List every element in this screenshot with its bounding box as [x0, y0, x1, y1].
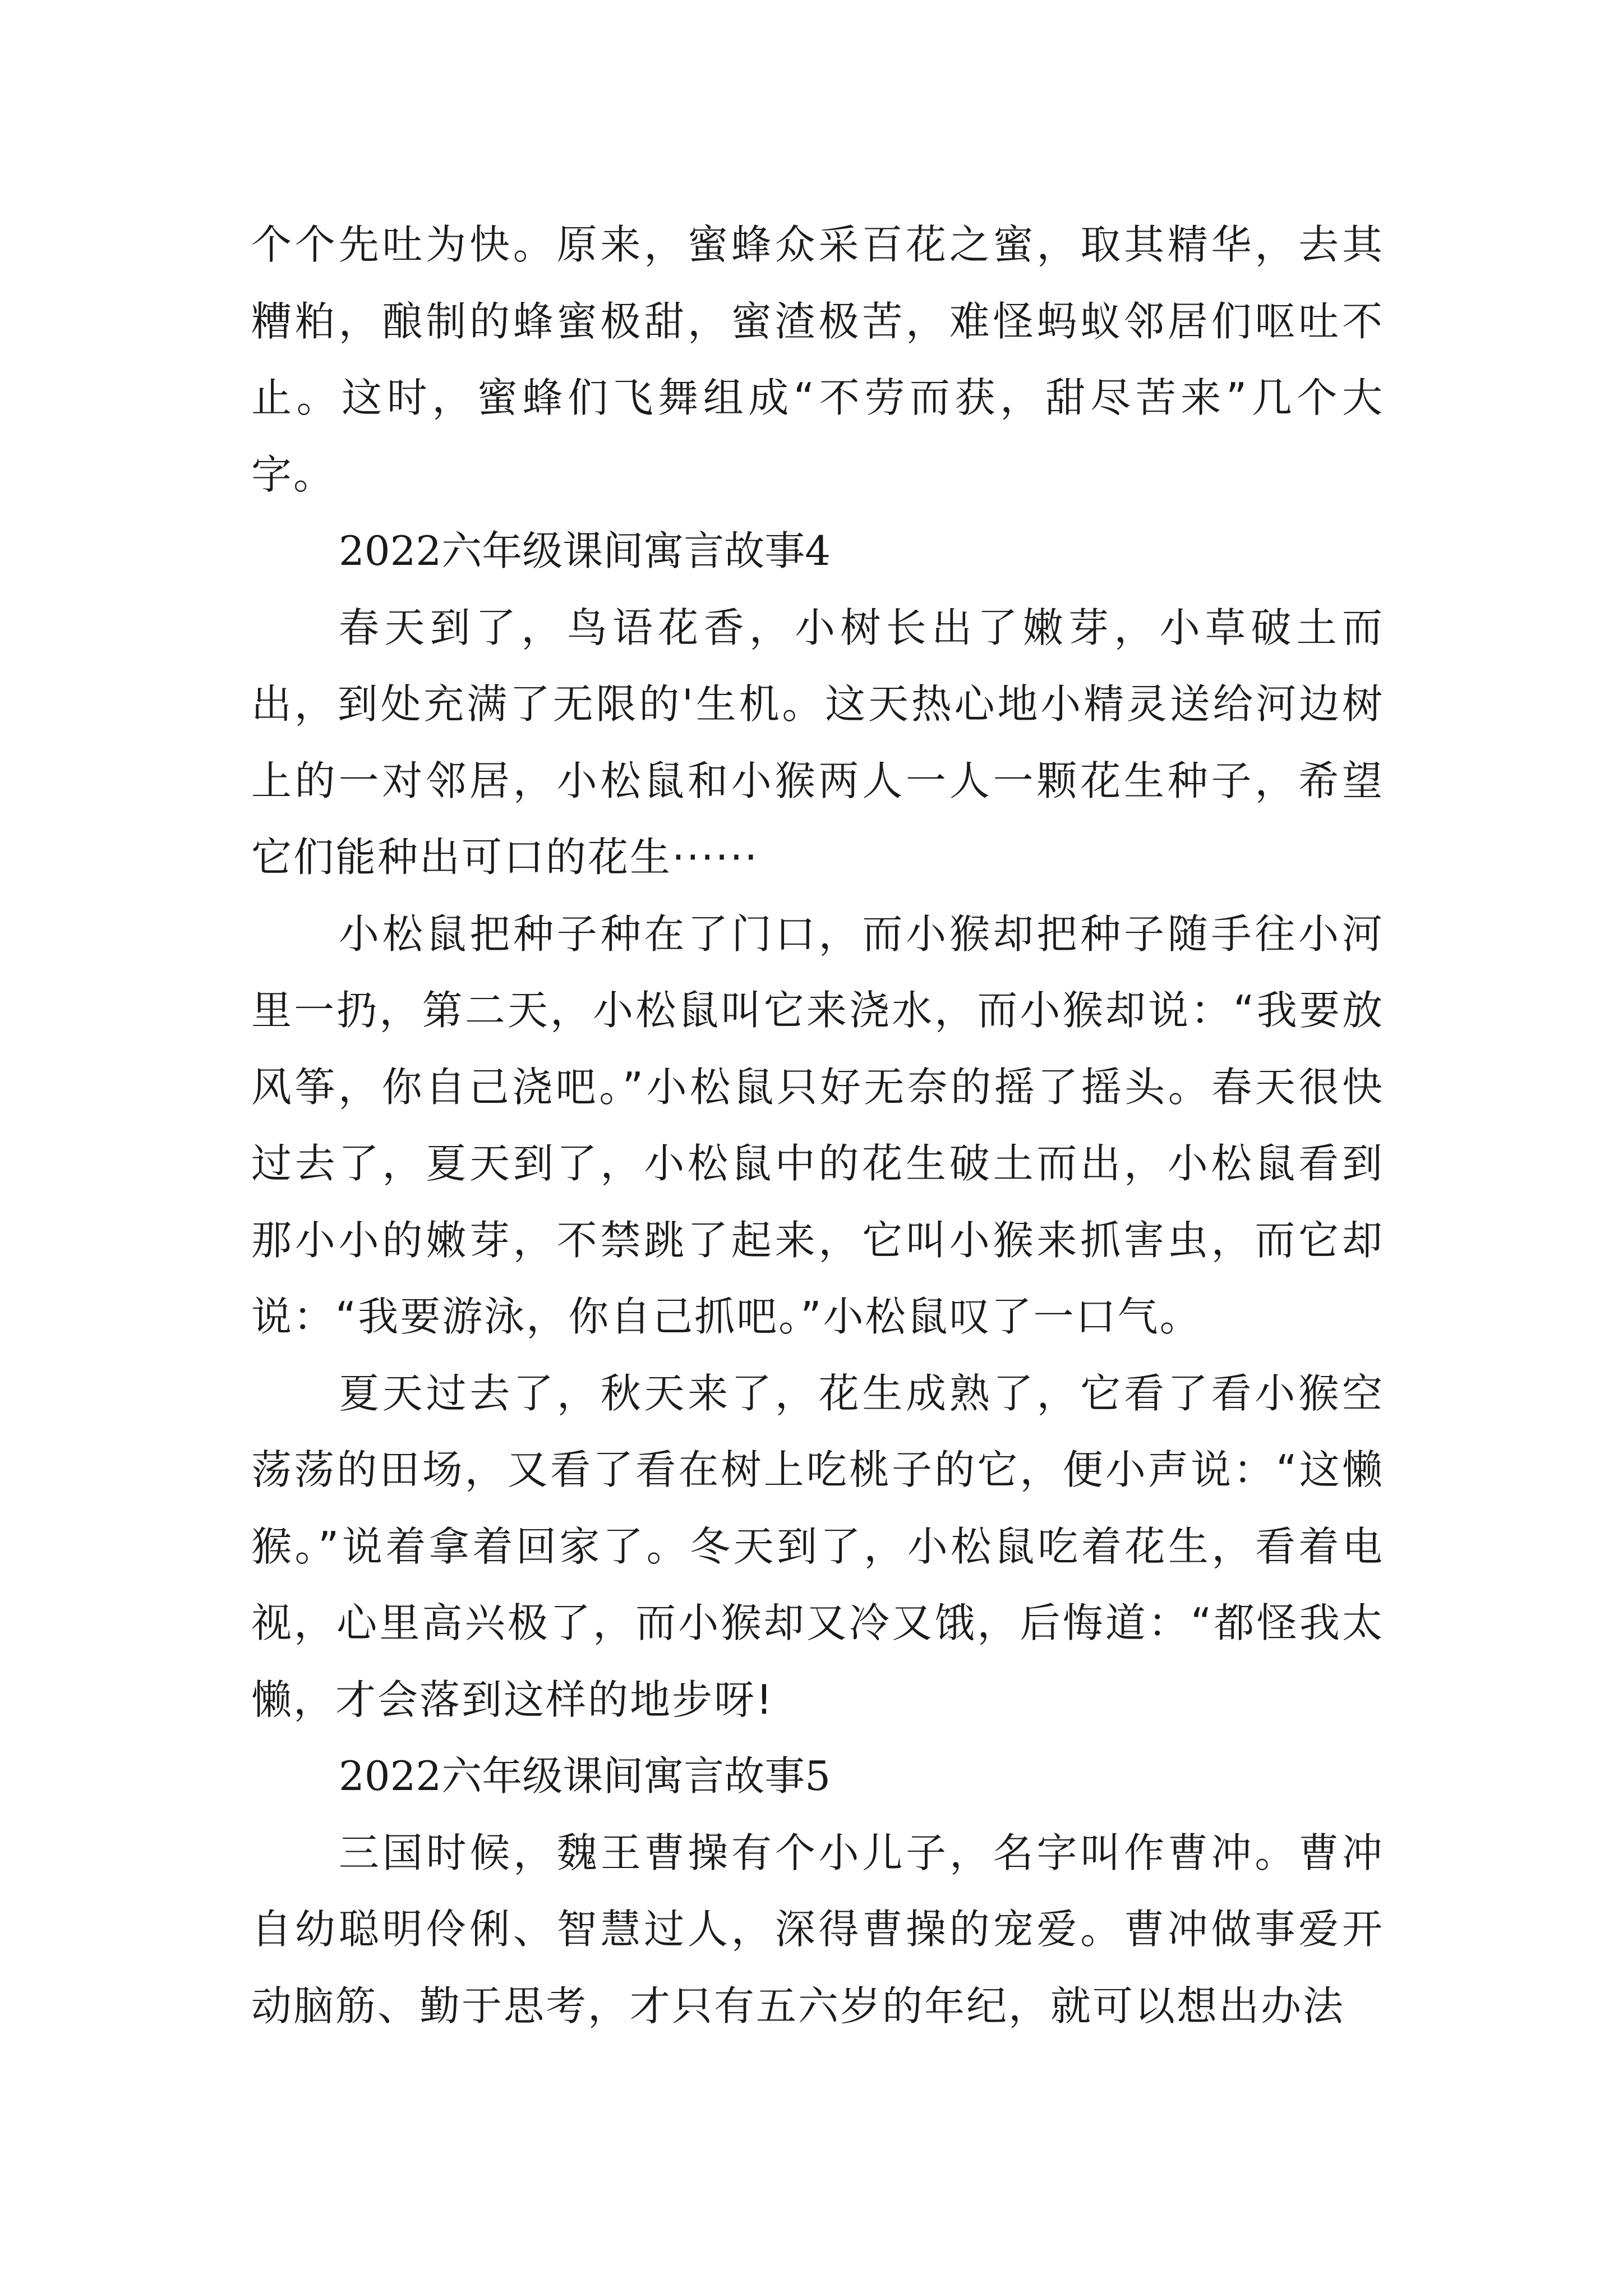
heading-story-5: 2022六年级课间寓言故事5	[339, 1752, 831, 1800]
paragraph-story4-spring-summer: 小松鼠把种子种在了门口，而小猴却把种子随手往小河里一扔，第二天，小松鼠叫它来浇水，而小猴却说：“我要放风筝，你自己浇吧。”小松鼠只好无奈的摇了摇头。春天很快过去了，夏天到了，小松鼠中的花生破土而出，小松鼠看到那小小的嫩芽，不禁跳了起来，它叫小猴来抓害虫，而它却说：“我要游泳，你自己抓吧。”小松鼠叹了一口气。	[251, 910, 1384, 1340]
paragraph-story4-intro: 春天到了，鸟语花香，小树长出了嫩芽，小草破土而出，到处充满了无限的'生机。这天热心地小精灵送给河边树上的一对邻居，小松鼠和小猴两人一人一颗花生种子，希望它们能种出可口的花生······	[251, 604, 1384, 881]
heading-story-4: 2022六年级课间寓言故事4	[339, 527, 831, 574]
document-body	[251, 206, 1384, 2044]
paragraph-story3-ending: 个个先吐为快。原来，蜜蜂众采百花之蜜，取其精华，去其糟粕，酿制的蜂蜜极甜，蜜渣极苦，难怪蚂蚁邻居们呕吐不止。这时，蜜蜂们飞舞组成“不劳而获，甜尽苦来”几个大字。	[251, 221, 1384, 498]
paragraph-story5-intro: 三国时候，魏王曹操有个小儿子，名字叫作曹冲。曹冲自幼聪明伶俐、智慧过人，深得曹操的宠爱。曹冲做事爱开动脑筋、勤于思考，才只有五六岁的年纪，就可以想出办法	[251, 1829, 1384, 2030]
paragraph-story4-autumn-winter: 夏天过去了，秋天来了，花生成熟了，它看了看小猴空荡荡的田场，又看了看在树上吃桃子的它，便小声说：“这懒猴。”说着拿着回家了。冬天到了，小松鼠吃着花生，看着电视，心里高兴极了，而小猴却又冷又饿，后悔道：“都怪我太懒，才会落到这样的地步呀!	[251, 1369, 1384, 1723]
